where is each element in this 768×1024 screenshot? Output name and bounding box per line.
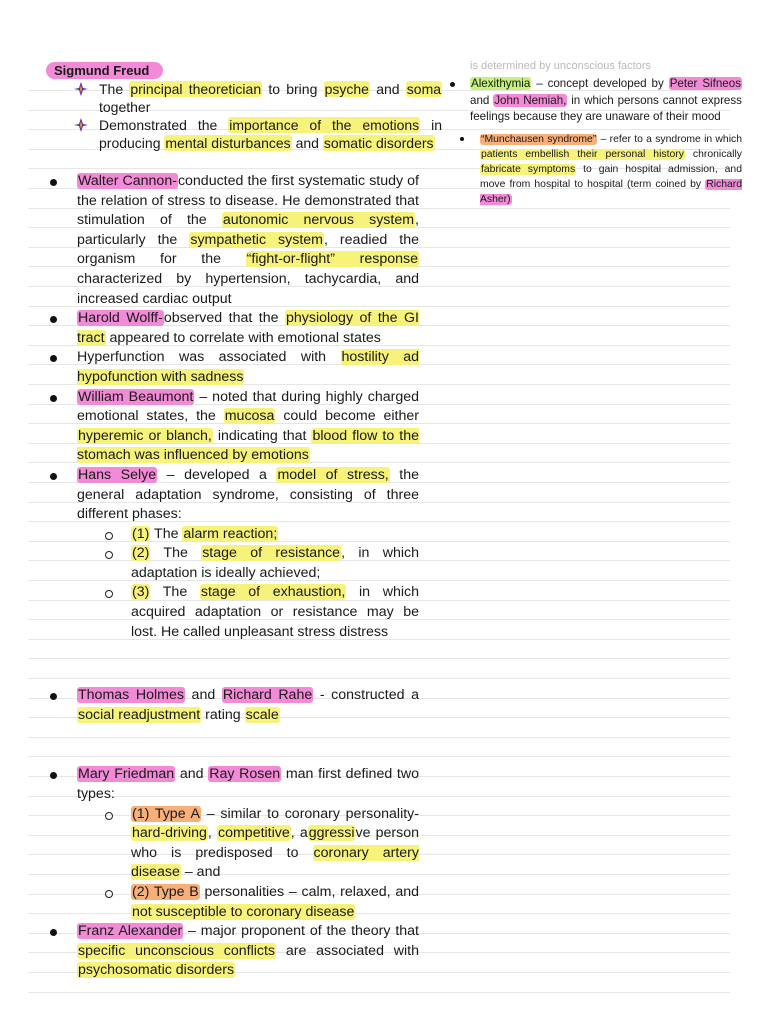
ruled-line	[420, 698, 730, 699]
highlighted-text: William Beaumont	[78, 388, 194, 405]
text-run: in producing	[99, 117, 442, 151]
freud-item-text	[99, 81, 442, 115]
text-run: and	[470, 93, 494, 107]
ruled-line	[420, 796, 730, 797]
text-run: to gain hospital admission, and move from hospital to hospital (term coined by	[480, 163, 742, 190]
phase-text	[131, 526, 278, 542]
ruled-line	[420, 227, 730, 228]
entry-text	[77, 349, 419, 385]
highlighted-text: Alexithymia	[471, 77, 531, 90]
highlighted-text: (1)	[132, 525, 150, 542]
entry-text	[77, 923, 419, 978]
faded-cut-text: is determined by unconscious factors	[470, 60, 651, 72]
highlighted-text: Harold Wolff-	[78, 310, 163, 327]
text-run: and	[291, 135, 323, 151]
spacer	[44, 642, 419, 686]
highlighted-text: Ray Rosen	[209, 766, 281, 783]
ruled-line	[420, 619, 730, 620]
entry-text	[77, 467, 419, 522]
entry-friedman-rosen	[44, 765, 419, 804]
text-run: – and	[180, 864, 221, 881]
ruled-line	[420, 894, 730, 895]
bullet-icon	[50, 179, 57, 186]
type-item	[44, 883, 419, 922]
highlighted-text: competitive	[218, 825, 290, 842]
highlighted-text: (1) Type A	[132, 805, 201, 822]
entry-text	[77, 766, 419, 802]
text-run: – refer to a syndrome in which	[597, 133, 742, 145]
highlighted-text: (2) Type B	[132, 884, 199, 900]
selye-phase	[44, 544, 419, 583]
main-column	[44, 172, 419, 981]
freud-item-text	[99, 117, 442, 151]
ruled-line	[420, 482, 730, 483]
ruled-line	[28, 168, 428, 169]
text-run: indicating that	[212, 427, 312, 444]
text-run: chronically	[684, 148, 742, 160]
highlighted-text: stage of exhaustion,	[200, 584, 346, 601]
highlighted-text: coronary artery disease	[131, 844, 420, 881]
highlighted-text: Thomas Holmes	[78, 687, 184, 704]
entry-text	[77, 310, 419, 346]
text-run: The	[150, 584, 200, 601]
text-run: The	[150, 525, 183, 542]
ruled-line	[420, 521, 730, 522]
type-text	[131, 884, 419, 920]
circle-bullet-icon	[105, 532, 113, 540]
ruled-line	[420, 933, 730, 934]
highlighted-text: stage of resistance	[202, 545, 341, 562]
text-run: conducted the first systematic study of the relation of stress to disease. He demonstrated that stimulation of the	[77, 173, 419, 229]
text-run: could become either	[275, 408, 419, 425]
text-run: and	[184, 687, 222, 704]
text-run: , particularly the	[77, 212, 419, 248]
ruled-line	[420, 306, 730, 307]
highlighted-text: Richard Rahe	[222, 687, 313, 704]
text-run: The	[150, 545, 202, 562]
text-run: appeared to correlate with emotional states	[105, 329, 381, 346]
entry-cannon	[44, 172, 419, 309]
highlighted-text: John Nemiah,	[494, 93, 567, 107]
highlighted-text: mucosa	[224, 408, 275, 425]
ruled-line	[420, 717, 730, 718]
ruled-line	[420, 502, 730, 503]
ruled-line	[420, 560, 730, 561]
text-run: – major proponent of the theory that	[183, 923, 420, 940]
ruled-line	[420, 639, 730, 640]
right-column	[440, 62, 742, 207]
highlighted-text: physiology of the GI tract	[77, 310, 420, 346]
entry-hyperfunction	[44, 348, 419, 387]
ruled-line	[420, 266, 730, 267]
bullet-icon	[450, 82, 455, 87]
text-run: , readied the organism for the	[77, 231, 419, 268]
entry-text	[77, 389, 419, 464]
highlighted-text: (2)	[132, 545, 150, 562]
highlighted-text: Walter Cannon-	[78, 173, 177, 189]
highlighted-text: hostility ad hypofunction with sadness	[77, 349, 420, 385]
ruled-line	[420, 913, 730, 914]
text-run: , in which adaptation is ideally achieved;	[131, 545, 419, 581]
highlighted-text: “Munchausen syndrome”	[481, 133, 597, 145]
bullet-icon	[50, 395, 57, 402]
text-run: together	[99, 99, 151, 115]
highlighted-text: principal theoretician	[130, 81, 262, 97]
bullet-icon	[50, 473, 57, 480]
text-run: Demonstrated the	[99, 117, 229, 133]
ruled-line	[420, 835, 730, 836]
highlighted-text: fabricate symptoms	[481, 163, 576, 175]
highlighted-text: soma	[406, 81, 442, 97]
ruled-line	[420, 286, 730, 287]
freud-item	[74, 80, 442, 116]
entry-text	[480, 134, 742, 205]
entry-munchausen	[440, 132, 742, 207]
selye-phase	[44, 583, 419, 642]
text-run: , a	[290, 825, 308, 842]
highlighted-text: Mary Friedman	[78, 766, 175, 783]
spacer	[44, 725, 419, 765]
text-run: – concept developed by	[531, 77, 669, 90]
text-run: rating	[201, 706, 245, 723]
highlighted-text: hard-driving	[132, 825, 207, 842]
highlighted-text: (3)	[132, 584, 150, 601]
text-run: are associated with	[276, 942, 419, 959]
phase-text	[131, 545, 419, 581]
ruled-line	[420, 423, 730, 424]
text-run: ,	[207, 825, 217, 842]
highlighted-text: patients embellish their personal history	[481, 148, 684, 160]
freud-list	[74, 80, 442, 152]
circle-bullet-icon	[105, 590, 113, 598]
ruled-line	[28, 992, 428, 993]
text-run: – noted that during highly charged emotional states, the	[77, 388, 419, 425]
arrow-bullet-icon	[74, 118, 88, 132]
ruled-line	[420, 992, 730, 993]
highlighted-text: specific unconscious conflicts	[78, 942, 276, 959]
entry-wolff	[44, 309, 419, 348]
entry-beaumont	[44, 388, 419, 466]
ruled-line	[420, 364, 730, 365]
circle-bullet-icon	[105, 812, 113, 820]
highlighted-text: psychosomatic disorders	[78, 962, 235, 979]
highlighted-text: importance of the emotions	[229, 117, 420, 133]
entry-text	[470, 77, 742, 123]
text-run: to bring	[262, 81, 324, 97]
ruled-line	[420, 776, 730, 777]
highlighted-text: ggressi	[308, 825, 355, 842]
highlighted-text: psyche	[324, 81, 369, 97]
ruled-line	[420, 854, 730, 855]
text-run: personalities – calm, relaxed, and	[199, 884, 419, 900]
highlighted-text: Franz Alexander	[78, 923, 183, 940]
highlighted-text: autonomic nervous system	[222, 212, 415, 229]
text-run: ve person who is predisposed to	[131, 825, 419, 861]
ruled-line	[420, 737, 730, 738]
highlighted-text: Richard Asher)	[480, 178, 742, 205]
ruled-line	[420, 952, 730, 953]
highlighted-text: alarm reaction;	[183, 525, 278, 542]
text-run: observed that the	[163, 310, 285, 327]
ruled-line	[420, 345, 730, 346]
text-run: characterized by hypertension, tachycardia, and increased cardiac output	[77, 270, 419, 307]
bullet-icon	[50, 693, 57, 700]
highlighted-text: hyperemic or blanch,	[78, 427, 212, 444]
ruled-line	[420, 580, 730, 581]
highlighted-text: somatic disorders	[323, 135, 434, 151]
bullet-icon	[50, 355, 57, 362]
entry-text	[77, 687, 419, 723]
circle-bullet-icon	[105, 890, 113, 898]
highlighted-text: “fight-or-flight” response	[246, 251, 418, 268]
entry-text	[77, 173, 419, 307]
highlighted-text: sympathetic system	[190, 231, 323, 248]
ruled-line	[420, 678, 730, 679]
text-run: – developed a	[157, 466, 277, 483]
entry-alexander	[44, 922, 419, 981]
ruled-line	[420, 972, 730, 973]
highlighted-text: model of stress,	[277, 466, 389, 483]
selye-phase	[44, 525, 419, 545]
text-run: in which acquired adaptation or resistance may be lost. He called unpleasant stress distress	[131, 584, 420, 640]
bullet-icon	[50, 929, 57, 936]
ruled-line	[420, 462, 730, 463]
freud-item	[74, 116, 442, 152]
highlighted-text: mental disturbances	[165, 135, 291, 151]
highlighted-text: Hans Selye	[78, 466, 157, 483]
entry-alexithymia	[440, 76, 742, 126]
text-run: man first defined two types:	[77, 766, 419, 803]
ruled-line	[420, 600, 730, 601]
entry-selye	[44, 466, 419, 525]
bullet-icon	[50, 316, 57, 323]
ruled-line	[420, 541, 730, 542]
highlighted-text: scale	[245, 706, 279, 723]
text-run: in which persons cannot express feelings because they are unaware of their mood	[470, 93, 742, 124]
ruled-line	[420, 756, 730, 757]
text-run: Hyperfunction was associated with	[77, 349, 341, 366]
arrow-bullet-icon	[74, 82, 88, 96]
ruled-line	[420, 325, 730, 326]
highlighted-text: social readjustment	[78, 706, 201, 723]
text-run: the general adaptation syndrome, consisting of three different phases:	[77, 466, 420, 523]
highlighted-text: not susceptible to coronary disease	[132, 903, 355, 920]
ruled-line	[420, 208, 730, 209]
phase-text	[131, 584, 419, 639]
ruled-line	[420, 815, 730, 816]
highlighted-text: Peter Sifneos	[669, 77, 741, 90]
ruled-line	[420, 443, 730, 444]
text-run: – similar to coronary personality-	[201, 805, 419, 822]
text-run: and	[175, 766, 209, 783]
ruled-line	[420, 384, 730, 385]
ruled-line	[420, 874, 730, 875]
bullet-icon	[50, 772, 57, 779]
type-text	[131, 806, 419, 881]
ruled-line	[420, 247, 730, 248]
ruled-line	[420, 404, 730, 405]
highlighted-text: blood flow to the stomach was influenced by emotions	[77, 427, 419, 464]
ruled-line	[420, 658, 730, 659]
text-run: - constructed a	[313, 687, 419, 704]
text-run: The	[99, 81, 130, 97]
freud-title: Sigmund Freud	[46, 62, 163, 79]
entry-holmes-rahe	[44, 686, 419, 725]
text-run: and	[369, 81, 406, 97]
bullet-icon	[460, 137, 464, 141]
type-item	[44, 805, 419, 883]
circle-bullet-icon	[105, 551, 113, 559]
